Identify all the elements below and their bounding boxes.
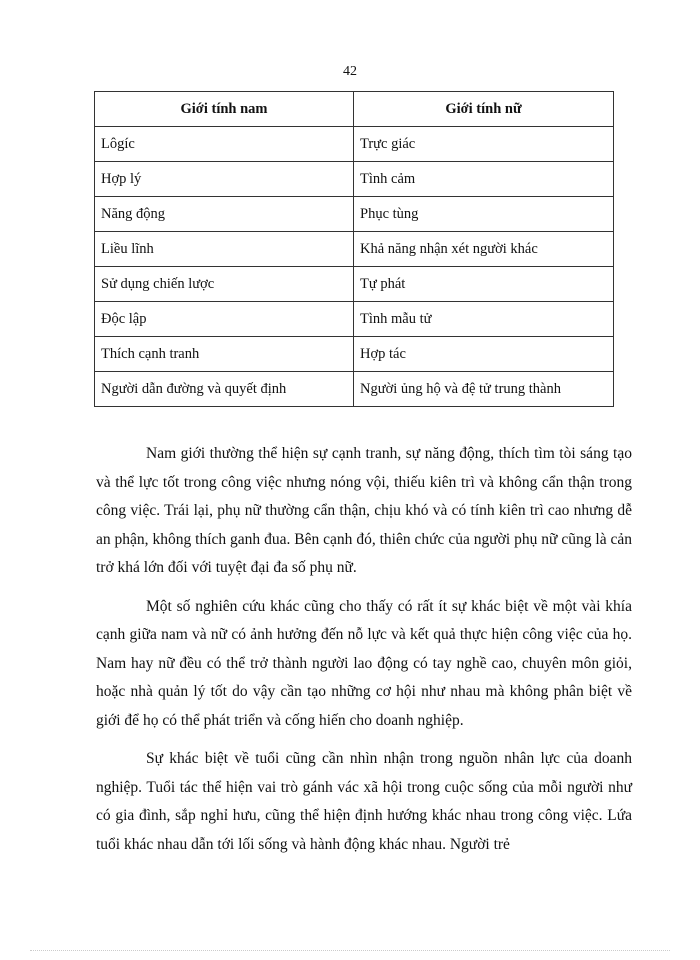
body-text	[96, 440, 632, 869]
cell-male: Thích cạnh tranh	[95, 337, 354, 372]
page-bottom-divider	[30, 950, 670, 951]
cell-male: Năng động	[95, 197, 354, 232]
table-row	[95, 127, 614, 162]
paragraph-age-differences: Sự khác biệt về tuổi cũng cần nhìn nhận trong nguồn nhân lực của doanh nghiệp. Tuổi tác thể hiện vai trò gánh vác xã hội trong cuộc sống của mỗi người như có gia đình, sắp nghỉ hưu, cũng thể hiện định hướng khác nhau trong công việc. Lứa tuổi khác nhau dẫn tới lối sống và hành động khác nhau. Người trẻ	[96, 750, 632, 853]
cell-male: Người dẫn đường và quyết định	[95, 372, 354, 407]
table-row	[95, 162, 614, 197]
header-male: Giới tính nam	[95, 92, 354, 127]
cell-female: Hợp tác	[354, 337, 614, 372]
cell-female: Tình mẫu tử	[354, 302, 614, 337]
cell-male: Lôgíc	[95, 127, 354, 162]
cell-female: Phục tùng	[354, 197, 614, 232]
cell-female: Tình cảm	[354, 162, 614, 197]
cell-male: Độc lập	[95, 302, 354, 337]
table-row	[95, 302, 614, 337]
paragraph-research-findings: Một số nghiên cứu khác cũng cho thấy có rất ít sự khác biệt về một vài khía cạnh giữa nam và nữ có ảnh hưởng đến nỗ lực và kết quả thực hiện công việc của họ. Nam hay nữ đều có thể trở thành người lao động có tay nghề cao, chuyên môn giỏi, hoặc nhà quản lý tốt do vậy cần tạo những cơ hội như nhau mà không phân biệt về giới để họ có thể phát triển và cống hiến cho doanh nghiệp.	[96, 597, 632, 729]
table-header-row	[95, 92, 614, 127]
cell-male: Liều lĩnh	[95, 232, 354, 267]
table-row	[95, 232, 614, 267]
table-row	[95, 372, 614, 407]
cell-male: Sử dụng chiến lược	[95, 267, 354, 302]
gender-comparison-table	[94, 91, 614, 407]
header-female: Giới tính nữ	[354, 92, 614, 127]
table-row	[95, 197, 614, 232]
cell-female: Khả năng nhận xét người khác	[354, 232, 614, 267]
page-number: 42	[343, 64, 357, 79]
cell-female: Trực giác	[354, 127, 614, 162]
cell-male: Hợp lý	[95, 162, 354, 197]
cell-female: Người ủng hộ và đệ tử trung thành	[354, 372, 614, 407]
paragraph-gender-differences: Nam giới thường thể hiện sự cạnh tranh, sự năng động, thích tìm tòi sáng tạo và thể lực tốt trong công việc nhưng nóng vội, thiếu kiên trì và không cẩn thận trong công việc. Trái lại, phụ nữ thường cẩn thận, chịu khó và có tính kiên trì cao nhưng dễ an phận, không thích ganh đua. Bên cạnh đó, thiên chức của người phụ nữ cũng là cản trở khá lớn đối với tuyệt đại đa số phụ nữ.	[96, 445, 632, 576]
table-row	[95, 267, 614, 302]
cell-female: Tự phát	[354, 267, 614, 302]
table-row	[95, 337, 614, 372]
